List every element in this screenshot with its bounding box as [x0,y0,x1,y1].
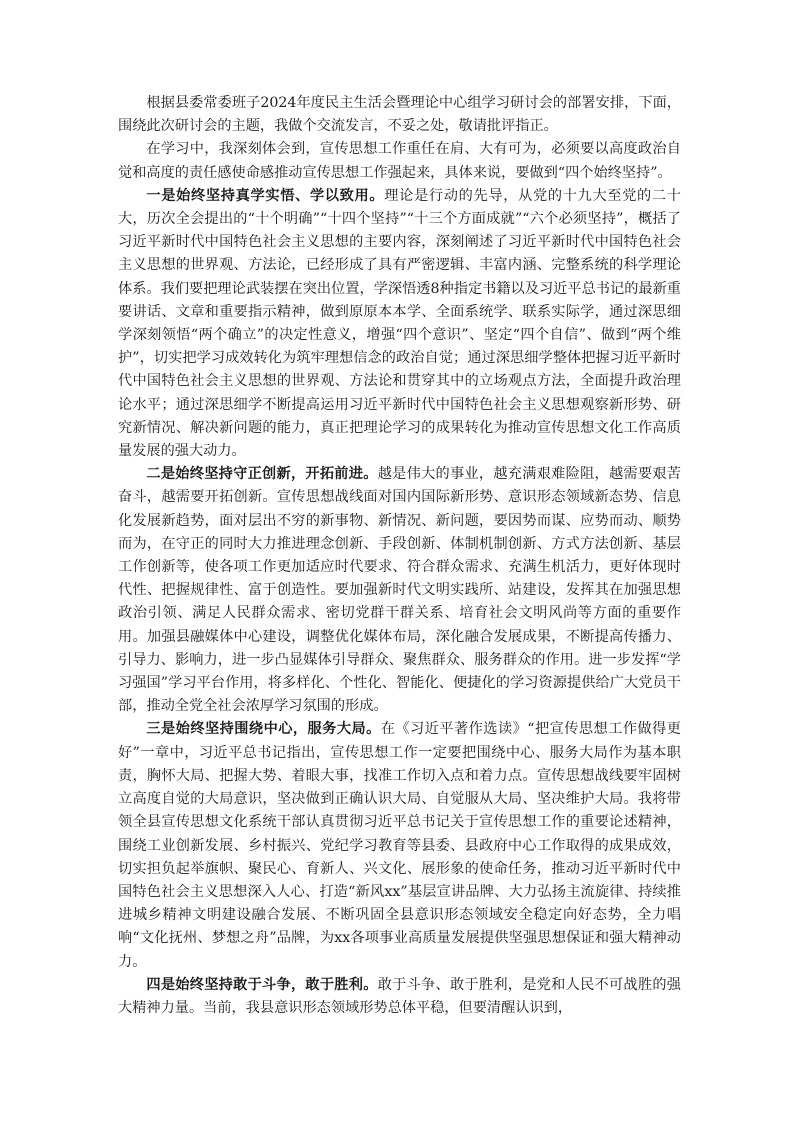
paragraph-text: 越是伟大的事业，越充满艰难险阻，越需要艰苦奋斗，越需要开拓创新。宣传思想战线面对国内国际新形势、意识形态领域新态势、信息化发展新趋势，面对层出不穷的新事物、新情况、新问题，要因势而谋、应势而动、顺势而为，在守正的同时大力推进理念创新、手段创新、体制机制创新、方式方法创新、基层工作创新等，使各项工作更加适应时代要求、符合群众需求、充满生机活力，更好体现时代性、把握规律性、富于创造性。要加强新时代文明实践所、站建设，发挥其在加强思想政治引领、满足人民群众需求、密切党群干群关系、培育社会文明风尚等方面的重要作用。加强县融媒体中心建设，调整优化媒体布局，深化融合发展成果，不断提高传播力、引导力、影响力，进一步凸显媒体引导群众、聚焦群众、服务群众的作用。进一步发挥“学习强国”学习平台作用，将多样化、个性化、智能化、便捷化的学习资源提供给广大党员干部，推动全党全社会浓厚学习氛围的形成。 [118,466,681,715]
paragraph-lead: 二是始终坚持守正创新，开拓前进。 [146,466,378,483]
paragraph-lead: 四是始终坚持敢于斗争，敢于胜利。 [146,976,378,993]
paragraph-text: 在《习近平著作选读》“把宣传思想工作做得更好”一章中，习近平总书记指出，宣传思想工作一定要把围绕中心、服务大局作为基本职责，胸怀大局、把握大势、着眼大事，找准工作切入点和着力点。宣传思想战线要牢固树立高度自觉的大局意识，坚决做到正确认识大局、自觉服从大局、坚决维护大局。我将带领全县宣传思想文化系统干部认真贯彻习近平总书记关于宣传思想工作的重要论述精神，围绕工业创新发展、乡村振兴、党纪学习教育等县委、县政府中心工作取得的成果成效，切实担负起举旗帜、聚民心、育新人、兴文化、展形象的使命任务，推动习近平新时代中国特色社会主义思想深入人心、打造“新风xx”基层宣讲品牌、大力弘扬主流旋律、持续推进城乡精神文明建设融合发展、不断巩固全县意识形态领域安全稳定向好态势，全力唱响“文化抚州、梦想之舟”品牌，为xx各项事业高质量发展提供坚强思想保证和强大精神动力。 [118,721,681,970]
paragraph-text: 敢于斗争、敢于胜利，是党和人民不可战胜的强大精神力量。当前，我县意识形态领域形势总体平稳，但要清醒认识到， [118,976,681,1016]
paragraph-lead: 一是始终坚持真学实悟、学以致用。 [146,187,385,204]
paragraph-text: 根据县委常委班子2024年度民主生活会暨理论中心组学习研讨会的部署安排，下面，围绕此次研讨会的主题，我做个交流发言，不妥之处，敬请批评指正。 [118,95,681,135]
paragraph-text: 在学习中，我深刻体会到，宣传思想工作重任在肩、大有可为，必须要以高度政治自觉和高度的责任感使命感推动宣传思想工作强起来，具体来说，要做到“四个始终坚持”。 [118,141,681,181]
paragraph-text: 理论是行动的先导，从党的十九大至党的二十大，历次全会提出的“十个明确”“十四个坚持”“十三个方面成就”“六个必须坚持”，概括了习近平新时代中国特色社会主义思想的主要内容，深刻阐述了习近平新时代中国特色社会主义思想的世界观、方法论，已经形成了具有严密逻辑、丰富内涵、完整系统的科学理论体系。我们要把理论武装摆在突出位置，学深悟透8种指定书籍以及习近平总书记的最新重要讲话、文章和重要指示精神，做到原原本本学、全面系统学、联系实际学，通过深思细学深刻领悟“两个确立”的决定性意义，增强“四个意识”、坚定“四个自信”、做到“两个维护”，切实把学习成效转化为筑牢理想信念的政治自觉；通过深思细学整体把握习近平新时代中国特色社会主义思想的世界观、方法论和贯穿其中的立场观点方法，全面提升政治理论水平；通过深思细学不断提高运用习近平新时代中国特色社会主义思想观察新形势、研究新情况、解决新问题的能力，真正把理论学习的成果转化为推动宣传思想文化工作高质量发展的强大动力。 [118,187,681,460]
paragraph-context [118,138,681,184]
paragraph-point-2 [118,463,681,718]
paragraph-intro [118,92,681,138]
paragraph-point-1 [118,185,681,463]
paragraph-point-4 [118,974,681,1020]
document-body [118,92,681,1020]
paragraph-point-3 [118,718,681,973]
paragraph-lead: 三是始终坚持围绕中心，服务大局。 [146,721,381,738]
